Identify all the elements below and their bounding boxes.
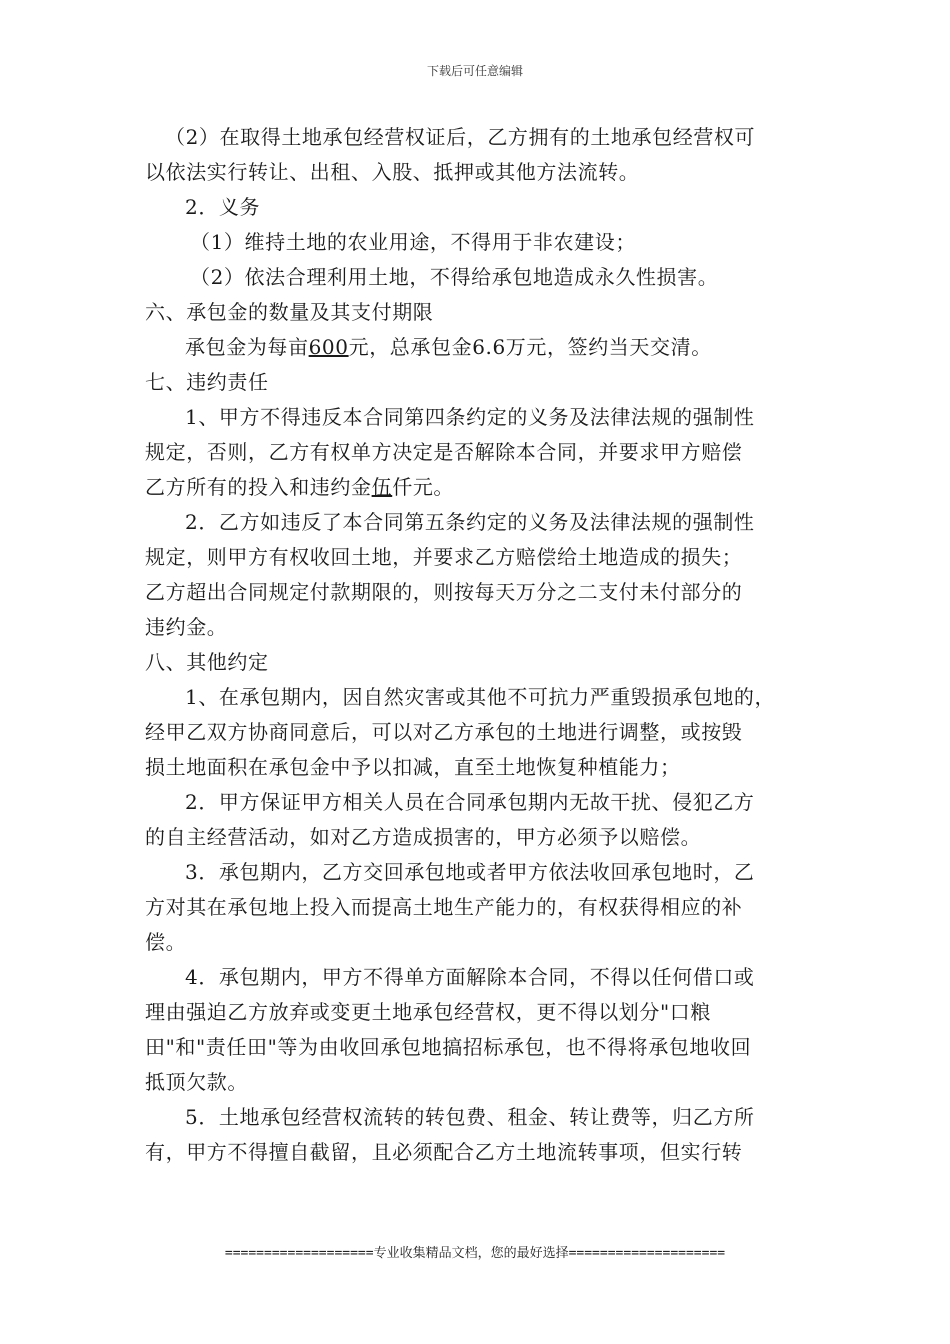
paragraph-line: 经甲乙双方协商同意后，可以对乙方承包的土地进行调整，或按毁 xyxy=(145,720,743,744)
text-run: 元，总承包金6.6万元，签约当天交清。 xyxy=(348,335,712,359)
section-heading: 八、其他约定 xyxy=(145,650,269,674)
paragraph-line: 田"和"责任田"等为由收回承包地搞招标承包，也不得将承包地收回 xyxy=(145,1035,752,1059)
paragraph-line: 规定，否则，乙方有权单方决定是否解除本合同，并要求甲方赔偿 xyxy=(145,440,743,464)
paragraph-line: 方对其在承包地上投入而提高土地生产能力的，有权获得相应的补 xyxy=(145,895,743,919)
paragraph-line: 规定，则甲方有权收回土地，并要求乙方赔偿给土地造成的损失； xyxy=(145,545,743,569)
paragraph-line: 4．承包期内，甲方不得单方面解除本合同，不得以任何借口或 xyxy=(185,965,755,989)
paragraph-line: 有，甲方不得擅自截留，且必须配合乙方土地流转事项，但实行转 xyxy=(145,1140,743,1164)
paragraph-line: 3．承包期内，乙方交回承包地或者甲方依法收回承包地时，乙 xyxy=(185,860,755,884)
section-heading: 七、违约责任 xyxy=(145,370,269,394)
paragraph-line: 5．土地承包经营权流转的转包费、租金、转让费等，归乙方所 xyxy=(185,1105,755,1129)
paragraph-line: （1）维持土地的农业用途，不得用于非农建设； xyxy=(190,230,636,254)
subsection-heading: 2．义务 xyxy=(185,195,261,219)
paragraph-line xyxy=(145,330,815,365)
underlined-amount: 伍 xyxy=(371,475,393,499)
paragraph-line: 理由强迫乙方放弃或变更土地承包经营权，更不得以划分"口粮 xyxy=(145,1000,711,1024)
paragraph-line: 乙方超出合同规定付款期限的，则按每天万分之二支付未付部分的 xyxy=(145,580,743,604)
paragraph-line: 2．甲方保证甲方相关人员在合同承包期内无故干扰、侵犯乙方 xyxy=(185,790,755,814)
paragraph-line: 以依法实行转让、出租、入股、抵押或其他方法流转。 xyxy=(145,160,640,184)
text-run: 仟元。 xyxy=(392,475,455,499)
paragraph-line: 抵顶欠款。 xyxy=(145,1070,248,1094)
paragraph-line: 1、甲方不得违反本合同第四条约定的义务及法律法规的强制性 xyxy=(185,405,755,429)
paragraph-line: 2．乙方如违反了本合同第五条约定的义务及法律法规的强制性 xyxy=(185,510,755,534)
paragraph-line: 损土地面积在承包金中予以扣减，直至土地恢复种植能力； xyxy=(145,755,681,779)
underlined-amount: 600 xyxy=(308,335,349,359)
paragraph-line: 的自主经营活动，如对乙方造成损害的，甲方必须予以赔偿。 xyxy=(145,825,702,849)
paragraph-line: 1、在承包期内，因自然灾害或其他不可抗力严重毁损承包地的， xyxy=(185,685,776,709)
section-heading: 六、承包金的数量及其支付期限 xyxy=(145,300,434,324)
page-footer: ===================专业收集精品文档，您的最好选择==================== xyxy=(224,1246,726,1261)
text-run: 乙方所有的投入和违约金 xyxy=(145,475,372,499)
paragraph-line: 偿。 xyxy=(145,930,187,954)
paragraph-line xyxy=(145,470,815,505)
document-body xyxy=(145,120,815,1170)
paragraph-line: 违约金。 xyxy=(145,615,228,639)
paragraph-line: （2）依法合理利用土地，不得给承包地造成永久性损害。 xyxy=(190,265,719,289)
text-run: 承包金为每亩 xyxy=(185,335,309,359)
paragraph-line: （2）在取得土地承包经营权证后，乙方拥有的土地承包经营权可 xyxy=(165,125,756,149)
page-header: 下载后可任意编辑 xyxy=(426,64,523,78)
